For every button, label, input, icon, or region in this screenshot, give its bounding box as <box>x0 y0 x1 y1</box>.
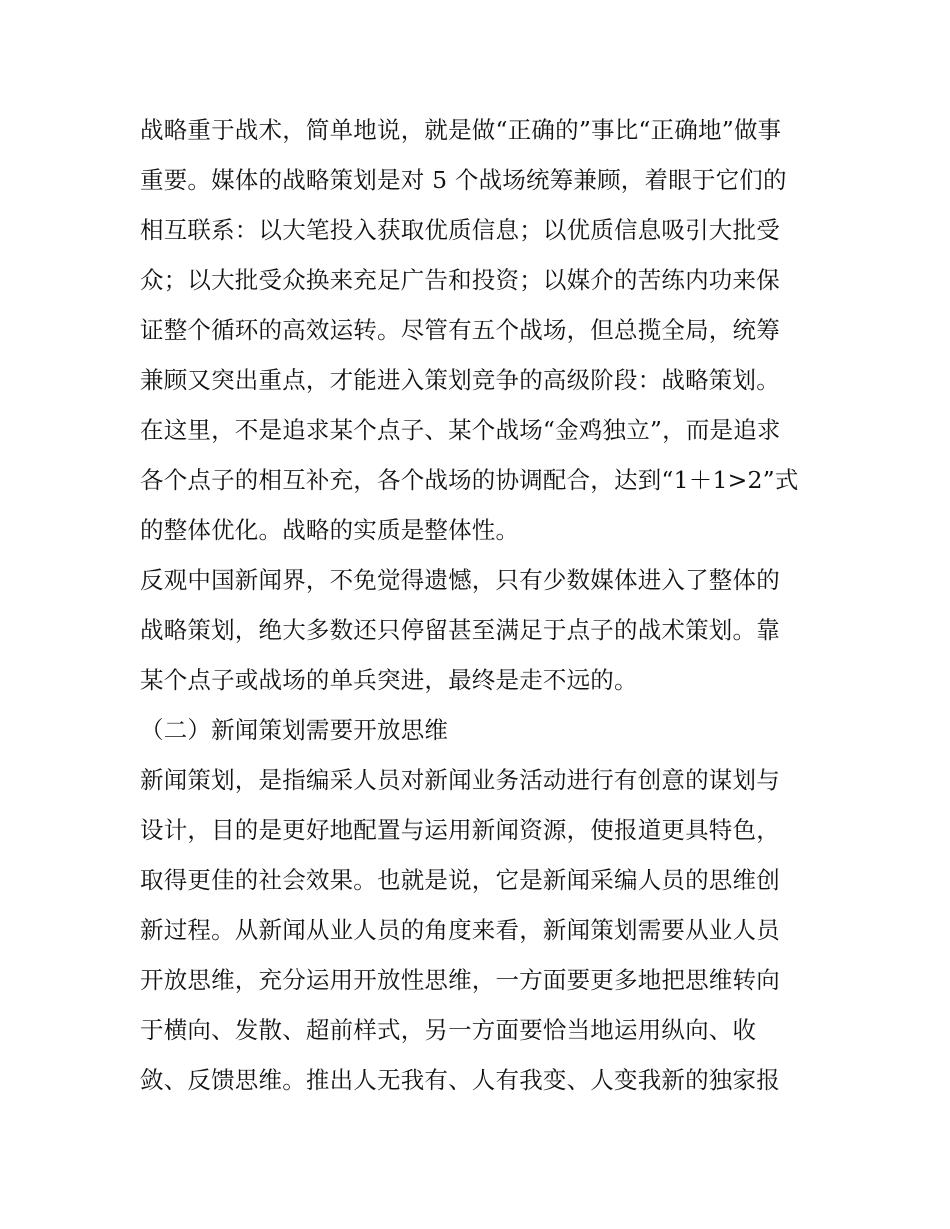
text-line-11: 战略策划，绝大多数还只停留甚至满足于点子的战术策划。靠 <box>140 616 780 644</box>
text-line-20: 敛、反馈思维。推出人无我有、人有我变、人变我新的独家报 <box>140 1066 780 1094</box>
section-heading: （二）新闻策划需要开放思维 <box>140 716 449 744</box>
text-line-10: 反观中国新闻界，不免觉得遗憾，只有少数媒体进入了整体的 <box>140 566 780 594</box>
text-line-5: 证整个循环的高效运转。尽管有五个战场，但总揽全局，统筹 <box>140 316 780 344</box>
text-line-3: 相互联系：以大笔投入获取优质信息；以优质信息吸引大批受 <box>140 216 780 244</box>
text-line-18: 开放思维，充分运用开放性思维，一方面要更多地把思维转向 <box>140 966 780 994</box>
text-line-14: 新闻策划，是指编采人员对新闻业务活动进行有创意的谋划与 <box>140 766 780 794</box>
text-line-9: 的整体优化。战略的实质是整体性。 <box>140 516 520 544</box>
text-line-15: 设计，目的是更好地配置与运用新闻资源，使报道更具特色， <box>140 816 780 844</box>
text-line-2: 重要。媒体的战略策划是对 5 个战场统筹兼顾，着眼于它们的 <box>140 166 787 194</box>
text-line-1: 战略重于战术，简单地说，就是做“正确的”事比“正确地”做事 <box>140 116 782 144</box>
text-line-6: 兼顾又突出重点，才能进入策划竞争的高级阶段：战略策划。 <box>140 366 780 394</box>
text-line-7: 在这里，不是追求某个点子、某个战场“金鸡独立”，而是追求 <box>140 416 781 444</box>
text-line-8: 各个点子的相互补充，各个战场的协调配合，达到“1＋1>2”式 <box>140 466 799 494</box>
text-line-16: 取得更佳的社会效果。也就是说，它是新闻采编人员的思维创 <box>140 866 780 894</box>
text-line-17: 新过程。从新闻从业人员的角度来看，新闻策划需要从业人员 <box>140 916 780 944</box>
text-line-4: 众；以大批受众换来充足广告和投资；以媒介的苦练内功来保 <box>140 266 780 294</box>
text-line-19: 于横向、发散、超前样式，另一方面要恰当地运用纵向、收 <box>140 1016 757 1044</box>
text-line-12: 某个点子或战场的单兵突进，最终是走不远的。 <box>140 666 638 694</box>
